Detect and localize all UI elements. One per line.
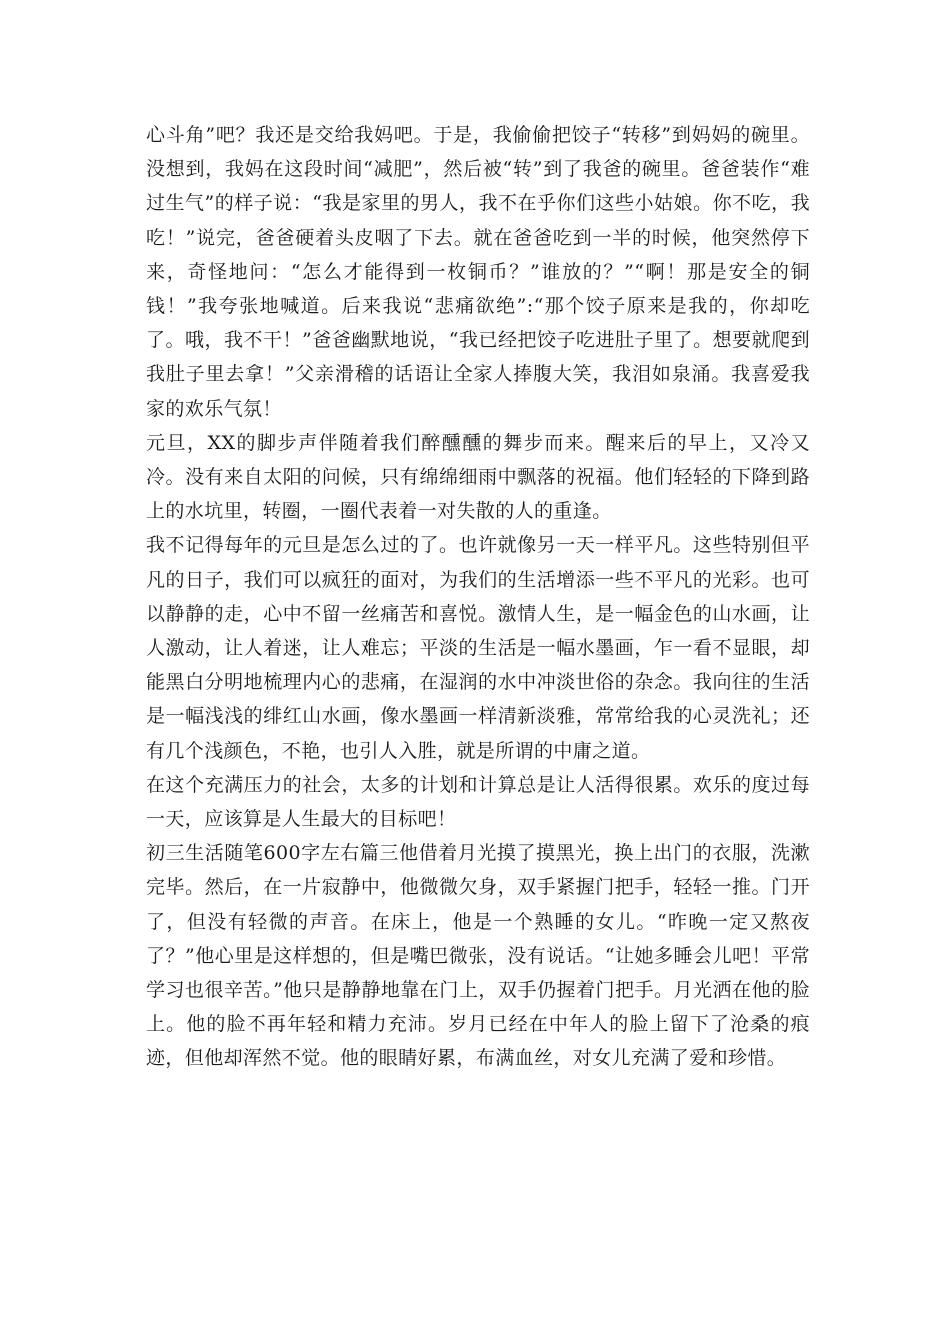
paragraph-new-year-morning: 元旦，XX的脚步声伴随着我们醉醺醺的舞步而来。醒来后的早上，又冷又冷。没有来自太阳的问候，只有绵绵细雨中飘落的祝福。他们轻轻的下降到路上的水坑里，转圈，一圈代表着一对失散的人的重逢。 bbox=[146, 431, 810, 523]
paragraph-pressure-society: 在这个充满压力的社会，太多的计划和计算总是让人活得很累。欢乐的度过每一天，应该算是人生最大的目标吧！ bbox=[146, 773, 810, 831]
document-page bbox=[146, 118, 810, 1076]
paragraph-ordinary-days: 我不记得每年的元旦是怎么过的了。也许就像另一天一样平凡。这些特别但平凡的日子，我们可以疯狂的面对，为我们的生活增添一些不平凡的光彩。也可以静静的走，心中不留一丝痛苦和喜悦。激情人生，是一幅金色的山水画，让人激动，让人着迷，让人难忘；平淡的生活是一幅水墨画，乍一看不显眼，却能黑白分明地梳理内心的悲痛，在湿润的水中冲淡世俗的杂念。我向往的生活是一幅浅浅的绯红山水画，像水墨画一样清新淡雅，常常给我的心灵洗礼；还有几个浅颜色，不艳，也引人入胜，就是所谓的中庸之道。 bbox=[146, 534, 810, 762]
paragraph-family-dumplings: 心斗角”吧？我还是交给我妈吧。于是，我偷偷把饺子“转移”到妈妈的碗里。没想到，我妈在这段时间“减肥”，然后被“转”到了我爸的碗里。爸爸装作“难过生气”的样子说：“我是家里的男人，我不在乎你们这些小姑娘。你不吃，我吃！”说完，爸爸硬着头皮咽了下去。就在爸爸吃到一半的时候，他突然停下来，奇怪地问：“怎么才能得到一枚铜币？”谁放的？”“啊！那是安全的铜钱！”我夸张地喊道。后来我说“悲痛欲绝”:“那个饺子原来是我的，你却吃了。哦，我不干！”爸爸幽默地说，“我已经把饺子吃进肚子里了。想要就爬到我肚子里去拿！”父亲滑稽的话语让全家人捧腹大笑，我泪如泉涌。我喜爱我家的欢乐气氛！ bbox=[146, 124, 810, 420]
paragraph-father-moonlight: 初三生活随笔600字左右篇三他借着月光摸了摸黑光，换上出门的衣服，洗漱完毕。然后，在一片寂静中，他微微欠身，双手紧握门把手，轻轻一推。门开了，但没有轻微的声音。在床上，他是一个熟睡的女儿。“昨晚一定又熬夜了？”他心里是这样想的，但是嘴巴微张，没有说话。“让她多睡会儿吧！平常学习也很辛苦。”他只是静静地靠在门上，双手仍握着门把手。月光洒在他的脸上。他的脸不再年轻和精力充沛。岁月已经在中年人的脸上留下了沧桑的痕迹，但他却浑然不觉。他的眼睛好累，布满血丝，对女儿充满了爱和珍惜。 bbox=[146, 842, 810, 1070]
